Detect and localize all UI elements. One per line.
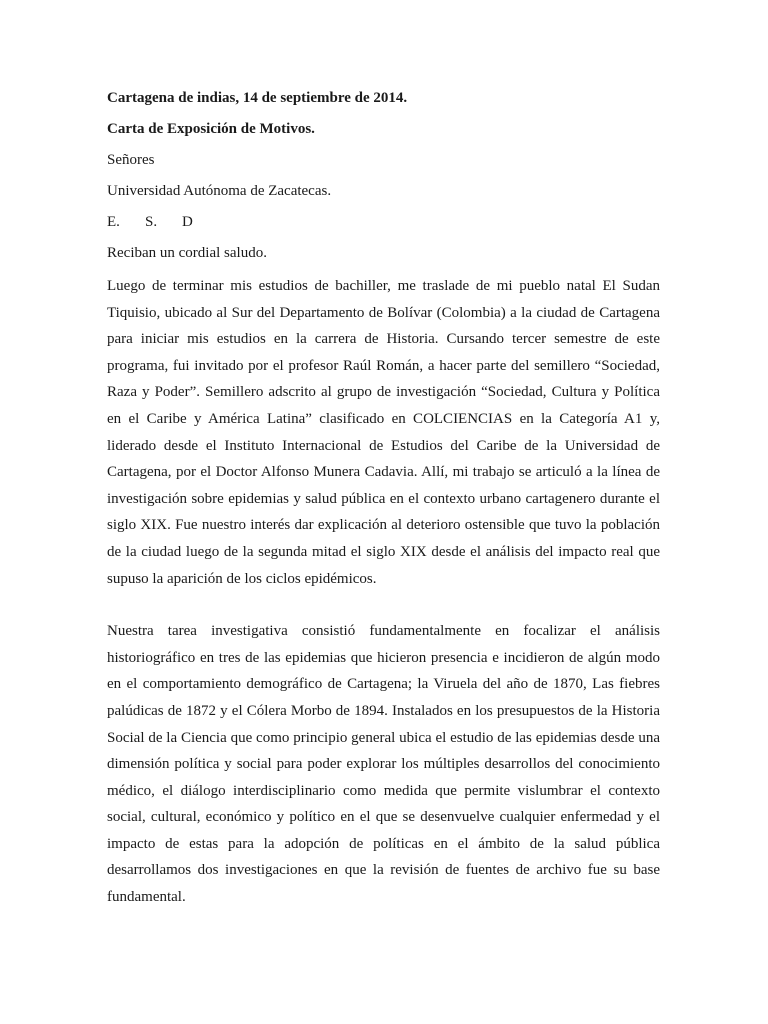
letter-body bbox=[107, 88, 660, 911]
esd-e: E. bbox=[107, 214, 120, 230]
paragraph-2: Nuestra tarea investigativa consistió fundamentalmente en focalizar el análisis historiográfico en tres de las epidemias que hicieron presencia e incidieron de algún modo en el comportamiento demográfico de Cartagena; la Viruela del año de 1870, Las fiebres palúdicas de 1872 y el Cólera Morbo de 1894. Instalados en los presupuestos de la Historia Social de la Ciencia que como principio general ubica el estudio de las epidemias desde una dimensión política y social para poder explorar los múltiples desarrollos del conocimiento médico, el diálogo interdisciplinario como medida que permite vislumbrar el contexto social, cultural, económico y político en el que se desenvuelve cualquier enfermedad y el impacto de estas para la adopción de políticas en el ámbito de la salud pública desarrollamos dos investigaciones en que la revisión de fuentes de archivo fue su base fundamental. bbox=[107, 623, 660, 906]
esd-d: D bbox=[182, 214, 193, 230]
greeting: Reciban un cordial saludo. bbox=[107, 245, 267, 261]
esd-line bbox=[107, 212, 660, 232]
letter-subject: Carta de Exposición de Motivos. bbox=[107, 121, 315, 137]
salutation: Señores bbox=[107, 152, 155, 168]
paragraph-1: Luego de terminar mis estudios de bachiller, me traslade de mi pueblo natal El Sudan Tiquisio, ubicado al Sur del Departamento de Bolívar (Colombia) a la ciudad de Cartagena para iniciar mis estudios en la carrera de Historia. Cursando tercer semestre de este programa, fui invitado por el profesor Raúl Román, a hacer parte del semillero “Sociedad, Raza y Poder”. Semillero adscrito al grupo de investigación “Sociedad, Cultura y Política en el Caribe y América Latina” clasificado en COLCIENCIAS en la Categoría A1 y, liderado desde el Instituto Internacional de Estudios del Caribe de la Universidad de Cartagena, por el Doctor Alfonso Munera Cadavia. Allí, mi trabajo se articuló a la línea de investigación sobre epidemias y salud pública en el contexto urbano cartagenero durante el siglo XIX. Fue nuestro interés dar explicación al deterioro ostensible que tuvo la población de la ciudad luego de la segunda mitad el siglo XIX desde el análisis del impacto real que supuso la aparición de los ciclos epidémicos. bbox=[107, 278, 660, 587]
esd-s: S. bbox=[145, 214, 158, 230]
recipient-name: Universidad Autónoma de Zacatecas. bbox=[107, 183, 332, 199]
date-line: Cartagena de indias, 14 de septiembre de 2014. bbox=[107, 90, 408, 106]
